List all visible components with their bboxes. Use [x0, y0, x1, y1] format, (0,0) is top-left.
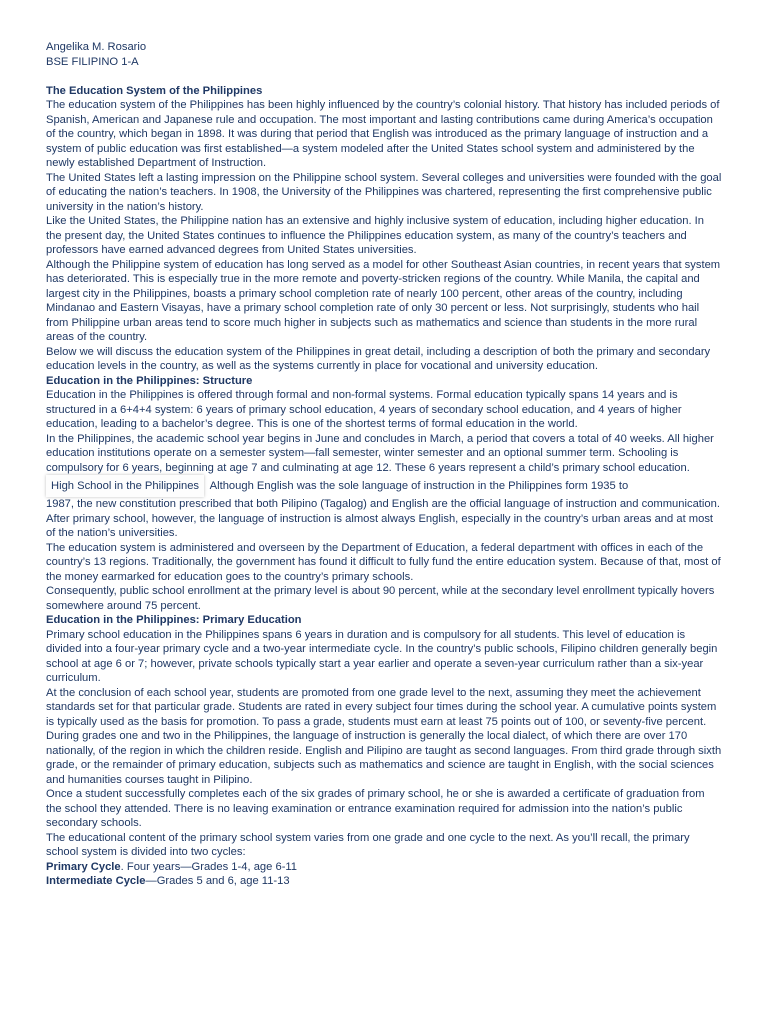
intermediate-cycle-line — [46, 874, 722, 889]
high-school-line — [46, 475, 722, 497]
author-name: Angelika M. Rosario — [46, 41, 147, 53]
primary-cycle-label: Primary Cycle — [46, 860, 121, 873]
paragraph-us-impression: The United States left a lasting impression on the Philippine school system. Several colleges and universities were founded with the goal of educating the nation’s teachers. In 1908, the University of the Philippines was chartered, representing the first comprehensive public university in the nation’s history. — [46, 171, 722, 213]
class-section: BSE FILIPINO 1-A — [46, 55, 139, 68]
paragraph-deterioration: Although the Philippine system of education has long served as a model for other Southeast Asian countries, in recent years that system has deteriorated. This is especially true in the more remote and poverty-stricken regions of the country. While Manila, the capital and largest city in the Philippines, boasts a primary school completion rate of nearly 100 percent, other areas of the country, including Mindanao and Eastern Visayas, have a primary school completion rate of only 30 percent or less. Not surprisingly, students who hail from Philippine urban areas tend to score much higher in subjects such as mathematics and science than students in the more rural areas of the country. — [46, 258, 721, 343]
paragraph-language-instruction: 1987, the new constitution prescribed that both Pilipino (Tagalog) and English are the official language of instruction and communication. After primary school, however, the language of instruction is almost always English, especially in the country’s urban areas and at most of the nation’s universities. — [46, 498, 720, 539]
paragraph-school-year: In the Philippines, the academic school year begins in June and concludes in March, a period that covers a total of 40 weeks. All higher education institutions operate on a semester system—fall semester, winter semester and an optional summer term. Schooling is compulsory for 6 years, beginning at age 7 and culminating at age 12. These 6 years represent a child’s primary school education. — [46, 432, 714, 474]
intermediate-cycle-text: —Grades 5 and 6, age 11-13 — [145, 875, 290, 887]
heading-primary-education: Education in the Philippines: Primary Education — [46, 614, 302, 626]
paragraph-content-cycles: The educational content of the primary school system varies from one grade and one cycle to the next. As you’ll recall, the primary school system is divided into two cycles: — [46, 831, 690, 858]
language-sentence-start: Although English was the sole language of instruction in the Philippines form 1935 to — [209, 480, 629, 492]
paragraph-primary-duration: Primary school education in the Philippines spans 6 years in duration and is compulsory for all students. This level of education is divided into a four-year primary cycle and a two-year intermediate cycle. In the country’s public schools, Filipino children generally begin school at age 6 or 7; however, private schools typically start a year earlier and operate a seven-year curriculum rather than a six-year curriculum. — [46, 628, 718, 684]
primary-cycle-text: . Four years—Grades 1-4, age 6-11 — [120, 860, 298, 873]
high-school-label-box: High School in the Philippines — [46, 475, 204, 497]
paragraph-department-of-education: The education system is administered and overseen by the Department of Education, a federal department with offices in each of the country’s 13 regions. Traditionally, the government has found it difficult to fully fund the entire education system. Because of that, most of the money earmarked for education goes to the country’s primary schools. — [46, 541, 721, 583]
blank-line — [46, 69, 722, 84]
paragraph-certificate: Once a student successfully completes each of the six grades of primary school, he or she is awarded a certificate of graduation from the school they attended. There is no leaving examination or entrance examination required for admission into the nation’s public secondary schools. — [46, 788, 705, 829]
paragraph-inclusive-system: Like the United States, the Philippine nation has an extensive and highly inclusive system of education, including higher education. In the present day, the United States continues to influence the Philippines education system, as many of the country’s teachers and professors have earned advanced degrees from United States universities. — [46, 215, 704, 256]
intermediate-cycle-label: Intermediate Cycle — [46, 875, 146, 887]
document-body — [46, 40, 722, 889]
paragraph-promotion: At the conclusion of each school year, students are promoted from one grade level to the next, assuming they meet the achievement standards set for that particular grade. Students are rated in every subject four times during the school year. A cumulative points system is typically used as the basis for promotion. To pass a grade, students must earn at least 75 points out of 100, or seventy-five percent. — [46, 686, 717, 728]
paragraph-formal-education: Education in the Philippines is offered through formal and non-formal systems. Formal education typically spans 14 years and is structured in a 6+4+4 system: 6 years of primary school education, 4 years of secondary school education, and 4 years of higher education, leading to a bachelor’s degree. This is one of the shortest terms of formal education in the world. — [46, 389, 682, 430]
document-title: The Education System of the Philippines — [46, 84, 263, 97]
paragraph-colonial-history: The education system of the Philippines has been highly influenced by the country’s colonial history. That history has included periods of Spanish, American and Japanese rule and occupation. The most important and lasting contributions came during America’s occupation of the country, which began in 1898. It was during that period that English was introduced as the primary language of instruction and a system of public education was first established—a system modeled after the United States school system and administered by the newly established Department of Instruction. — [46, 99, 720, 169]
primary-cycle-line — [46, 860, 722, 875]
paragraph-overview: Below we will discuss the education system of the Philippines in great detail, including a description of both the primary and secondary education levels in the country, as well as the systems currently in place for vocational and university education. — [46, 345, 711, 372]
paragraph-language-dialect: During grades one and two in the Philippines, the language of instruction is generally the local dialect, of which there are over 170 nationally, of the region in which the children reside. English and Pilipino are taught as second languages. From third grade through sixth grade, or the remainder of primary education, subjects such as mathematics and science are taught in English, with the social sciences and humanities courses taught in Pilipino. — [46, 730, 722, 786]
heading-structure: Education in the Philippines: Structure — [46, 374, 253, 387]
paragraph-enrollment: Consequently, public school enrollment at the primary level is about 90 percent, while at the secondary level enrollment typically hovers somewhere around 75 percent. — [46, 585, 715, 612]
